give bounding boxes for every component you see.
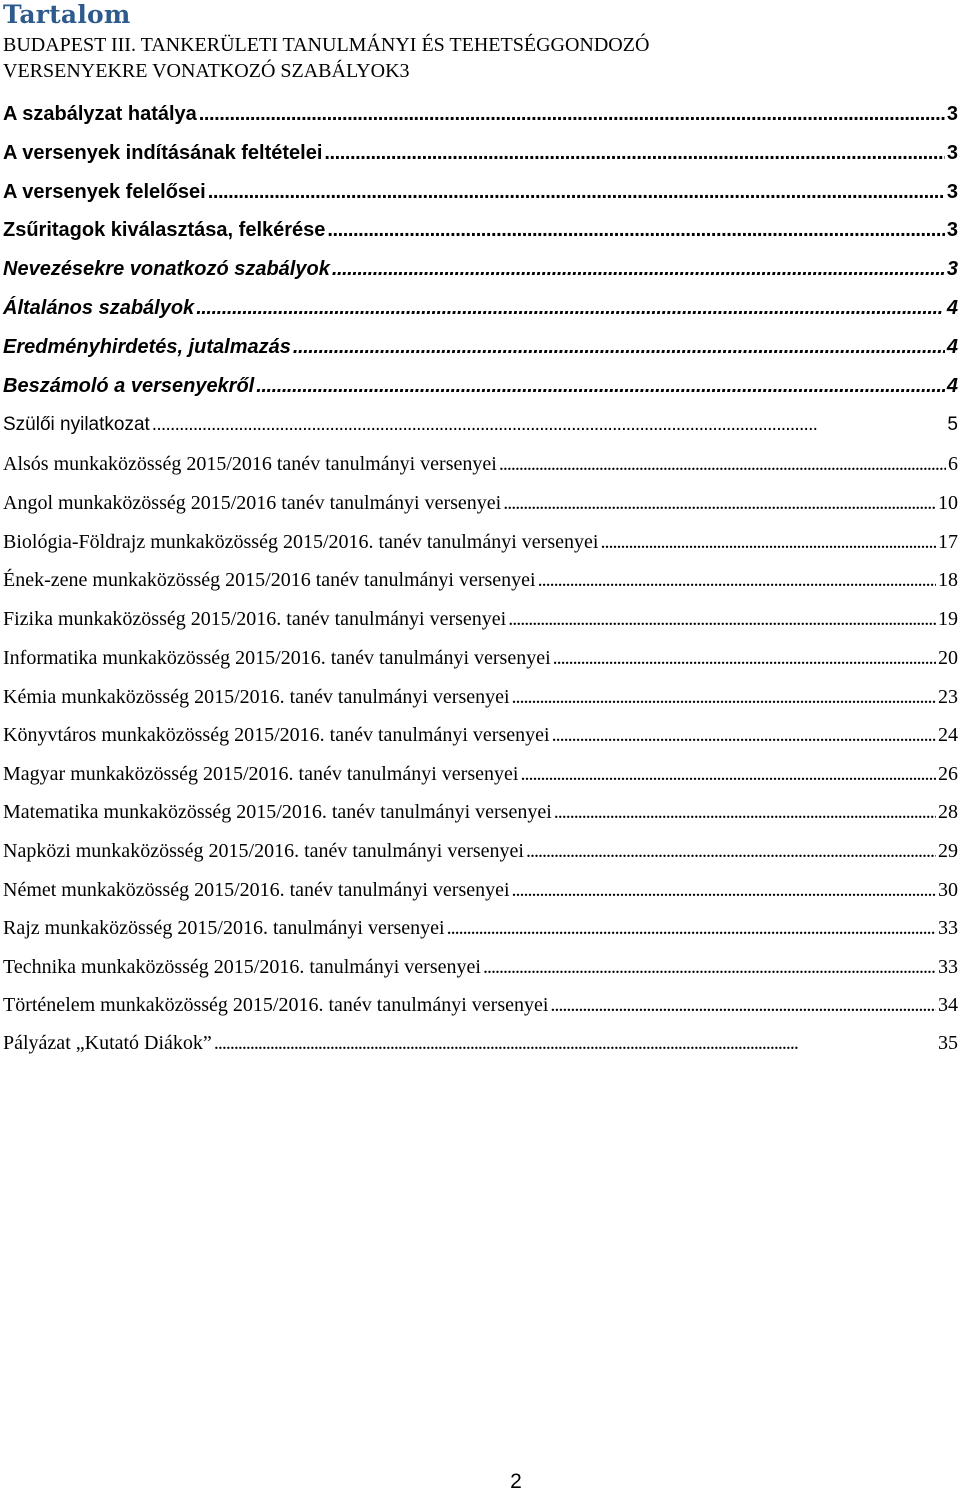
toc-entry-page: 28: [938, 801, 958, 823]
toc-entry-page: 35: [938, 1032, 958, 1054]
toc-entry[interactable]: [3, 492, 958, 524]
toc-heading: Tartalom: [3, 0, 131, 29]
toc-entry[interactable]: [3, 453, 958, 485]
toc-entry-page: 23: [938, 686, 958, 708]
toc-entry-title: Német munkaközösség 2015/2016. tanév tanulmányi versenyei: [3, 879, 510, 901]
toc-entry-title: Technika munkaközösség 2015/2016. tanulmányi versenyei: [3, 956, 481, 978]
dot-leader: [552, 724, 936, 747]
dot-leader: [447, 917, 936, 940]
toc-entry[interactable]: [3, 724, 958, 756]
dot-leader: [256, 375, 945, 398]
toc-entry[interactable]: [3, 258, 958, 290]
toc-entry[interactable]: [3, 569, 958, 601]
page-number: [0, 1470, 960, 1494]
toc-entry-title: A versenyek felelősei: [3, 181, 206, 203]
dot-leader: [526, 840, 936, 863]
toc-entry-page: 33: [938, 956, 958, 978]
dot-leader: [499, 453, 946, 476]
dot-leader: [503, 492, 936, 515]
dot-leader: [554, 801, 936, 824]
toc-entry-title: Napközi munkaközösség 2015/2016. tanév tanulmányi versenyei: [3, 840, 524, 862]
toc-entry-page: 5: [947, 414, 958, 435]
toc-entry-title: Pályázat „Kutató Diákok”: [3, 1032, 212, 1054]
toc-entry-title: Rajz munkaközösség 2015/2016. tanulmányi versenyei: [3, 917, 445, 939]
toc-entry-page: 20: [938, 647, 958, 669]
toc-entry-title: Magyar munkaközösség 2015/2016. tanév tanulmányi versenyei: [3, 763, 519, 785]
toc-entry-page: 3: [946, 219, 958, 241]
toc-entry[interactable]: [3, 647, 958, 679]
toc-entry-title: Szülői nyilatkozat: [3, 414, 150, 435]
toc-entry-budapest-rules[interactable]: [3, 32, 958, 84]
toc-entry-title: Történelem munkaközösség 2015/2016. tanév tanulmányi versenyei: [3, 994, 549, 1016]
toc-entry-title: A versenyek indításának feltételei: [3, 142, 323, 164]
toc-entry-title: Ének-zene munkaközösség 2015/2016 tanév tanulmányi versenyei: [3, 569, 536, 591]
dot-leader: [512, 879, 936, 902]
dot-leader: [293, 336, 945, 359]
toc-entry[interactable]: [3, 1032, 958, 1064]
toc-entry[interactable]: [3, 917, 958, 949]
toc-entry-title: Angol munkaközösség 2015/2016 tanév tanulmányi versenyei: [3, 492, 502, 514]
dot-leader: [600, 531, 936, 554]
toc-entry-title: Beszámoló a versenyekről: [3, 375, 255, 397]
toc-entry[interactable]: [3, 956, 958, 988]
toc-entry-page: 4: [946, 336, 958, 358]
toc-entry-page: 29: [938, 840, 958, 862]
toc-entry[interactable]: [3, 840, 958, 872]
dot-leader: [199, 103, 945, 126]
toc-entry[interactable]: [3, 336, 958, 368]
toc-entry-page: 34: [938, 994, 958, 1016]
dot-leader: [208, 181, 945, 204]
toc-entry[interactable]: [3, 608, 958, 640]
dot-leader: [196, 297, 945, 320]
toc-entry-title: Nevezésekre vonatkozó szabályok: [3, 258, 330, 280]
toc-entry-page: 6: [948, 453, 958, 475]
dot-leader: [508, 608, 936, 631]
dot-leader: [512, 686, 936, 709]
toc-entry-page: 17: [938, 531, 958, 553]
toc-entry-title: Általános szabályok: [3, 297, 195, 319]
toc-entry[interactable]: [3, 414, 958, 446]
toc-entry[interactable]: [3, 219, 958, 251]
toc-entry-title: Biológia-Földrajz munkaközösség 2015/2016. tanév tanulmányi versenyei: [3, 531, 599, 553]
toc-entry-page: 26: [938, 763, 958, 785]
toc-entry[interactable]: [3, 142, 958, 174]
toc-entry-title: Zsűritagok kiválasztása, felkérése: [3, 219, 326, 241]
page-number-value: 2: [510, 1470, 522, 1493]
toc-entry-page: 30: [938, 879, 958, 901]
toc-entry-page: 3: [399, 60, 410, 82]
toc-entry-page: 10: [938, 492, 958, 514]
dot-leader: [324, 142, 944, 165]
toc-entry-title: Alsós munkaközösség 2015/2016 tanév tanulmányi versenyei: [3, 453, 497, 475]
dot-leader: [553, 647, 936, 670]
dot-leader: [332, 258, 945, 281]
toc-entry-page: 4: [946, 297, 958, 319]
toc-entry-title: A szabályzat hatálya: [3, 103, 197, 125]
toc-entry-title: Kémia munkaközösség 2015/2016. tanév tanulmányi versenyei: [3, 686, 510, 708]
toc-entry-page: 3: [946, 142, 958, 164]
toc-entry-title-line1: BUDAPEST III. TANKERÜLETI TANULMÁNYI ÉS TEHETSÉGGONDOZÓ: [3, 34, 650, 56]
toc-entry-page: 24: [938, 724, 958, 746]
toc-entry[interactable]: [3, 103, 958, 135]
dot-leader: [214, 1032, 936, 1055]
toc-entry-page: 33: [938, 917, 958, 939]
dot-leader: [520, 763, 936, 786]
toc-entry[interactable]: [3, 879, 958, 911]
toc-entry[interactable]: [3, 686, 958, 718]
toc-entry-page: 3: [946, 181, 958, 203]
toc-entry-page: 19: [938, 608, 958, 630]
toc-entry-title: Eredményhirdetés, jutalmazás: [3, 336, 291, 358]
toc-entry-title: Matematika munkaközösség 2015/2016. tanév tanulmányi versenyei: [3, 801, 552, 823]
dot-leader: [483, 956, 936, 979]
dot-leader: [327, 219, 944, 242]
dot-leader: [538, 569, 936, 592]
toc-entry[interactable]: [3, 297, 958, 329]
toc-entry[interactable]: [3, 994, 958, 1026]
toc-entry-title: Könyvtáros munkaközösség 2015/2016. tanév tanulmányi versenyei: [3, 724, 550, 746]
toc-entry-title-line2: VERSENYEKRE VONATKOZÓ SZABÁLYOK: [3, 60, 400, 82]
toc-entry[interactable]: [3, 375, 958, 407]
toc-entry-page: 18: [938, 569, 958, 591]
dot-leader: [550, 994, 936, 1017]
toc-entry-title: Fizika munkaközösség 2015/2016. tanév tanulmányi versenyei: [3, 608, 507, 630]
toc-entry-title: Informatika munkaközösség 2015/2016. tanév tanulmányi versenyei: [3, 647, 551, 669]
toc-entry-page: 3: [946, 103, 958, 125]
dot-leader: [152, 414, 946, 436]
toc-entry-page: 4: [946, 375, 958, 397]
toc-entry[interactable]: [3, 531, 958, 563]
toc-entry-page: 3: [946, 258, 958, 280]
toc-entry[interactable]: [3, 181, 958, 213]
toc-entry[interactable]: [3, 801, 958, 833]
toc-entry[interactable]: [3, 763, 958, 795]
